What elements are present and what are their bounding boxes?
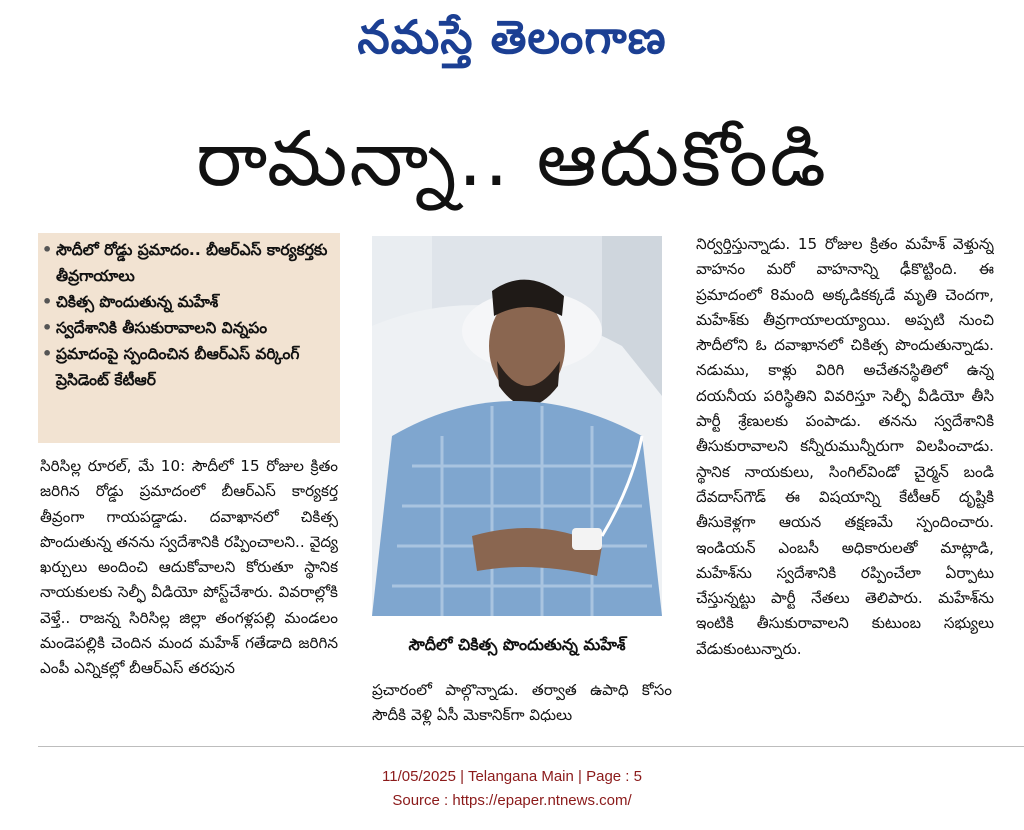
highlight-item xyxy=(42,315,334,341)
highlight-item xyxy=(42,289,334,315)
highlight-text: స్వదేశానికి తీసుకురావాలని విన్నపం xyxy=(56,319,268,337)
article-column-3: నిర్వర్తిస్తున్నాడు. 15 రోజుల క్రితం మహేశ్ వెళ్తున్న వాహనం మరో వాహనాన్ని ఢీకొట్టింది. ఈ ప్రమాదంలో 8మంది అక్కడికక్కడే మృతి చెందగా, మహేశ్‌కు తీవ్రగాయాలయ్యాయి. అప్పటి నుంచి సౌదీలోని ఓ దవాఖానలో చికిత్స పొందుతున్నాడు. నడుము, కాళ్లు విరిగి అచేతనస్థితిలో ఉన్న దయనీయ పరిస్థితిని వివరిస్తూ సెల్ఫీ వీడియో తీసి పార్టీ శ్రేణులకు పంపాడు. తనను స్వదేశానికి తీసుకురావాలని కన్నీరుమున్నీరుగా విలపించాడు. స్థానిక నాయకులు, సింగిల్‌విండో చైర్మన్ బండి దేవదాస్‌గౌడ్ ఈ విషయాన్ని కేటీఆర్ దృష్టికి తీసుకెళ్లగా ఆయన తక్షణమే స్పందించారు. ఇండియన్ ఎంబసీ అధికారులతో మాట్లాడి, మహేశ్‌ను స్వదేశానికి రప్పించేలా ఏర్పాటు చేస్తున్నట్టు పార్టీ నేతలు తెలిపారు. మహేశ్‌ను ఇంటికి తీసుకురావాలని కుటుంబ సభ్యులు వేడుకుంటున్నారు. xyxy=(696,235,994,658)
article-headline: రామన్నా.. ఆదుకోండి xyxy=(196,114,828,203)
highlight-item xyxy=(42,237,334,289)
footer-source: Source : https://epaper.ntnews.com/ xyxy=(392,792,632,809)
bullet-icon: • xyxy=(42,292,53,311)
newspaper-masthead: నమస్తే తెలంగాణ xyxy=(357,10,667,64)
footer-divider xyxy=(38,746,1024,747)
highlight-text: ప్రమాదంపై స్పందించిన బీఆర్ఎస్ వర్కింగ్ ప్రెసిడెంట్ కేటీఆర్ xyxy=(56,345,300,389)
bullet-icon: • xyxy=(42,344,53,363)
footer-date-page: 11/05/2025 | Telangana Main | Page : 5 xyxy=(382,768,642,785)
highlight-text: చికిత్స పొందుతున్న మహేశ్ xyxy=(56,293,219,311)
hospital-bed-illustration xyxy=(372,236,662,616)
photo-caption: సౌదీలో చికిత్స పొందుతున్న మహేశ్ xyxy=(408,634,626,654)
highlight-text: సౌదీలో రోడ్డు ప్రమాదం.. బీఆర్ఎస్ కార్యకర్తకు తీవ్రగాయాలు xyxy=(56,241,328,285)
bullet-icon: • xyxy=(42,240,53,259)
bullet-icon: • xyxy=(42,318,53,337)
article-column-1: సిరిసిల్ల రూరల్, మే 10: సౌదీలో 15 రోజుల క్రితం జరిగిన రోడ్డు ప్రమాదంలో బీఆర్ఎస్ కార్యకర్త తీవ్రంగా గాయపడ్డాడు. దవాఖానలో చికిత్స పొందుతున్న తనను స్వదేశానికి రప్పించాలని.. వైద్య ఖర్చులు అందించి ఆదుకోవాలని కోరుతూ స్థానిక నాయకులకు సెల్ఫీ వీడియో పోస్ట్‌చేశారు. వివరాల్లోకి వెళ్తే.. రాజన్న సిరిసిల్ల జిల్లా తంగళ్లపల్లి మండలం మండెపల్లికి చెందిన మంద మహేశ్ గతేడాది జరిగిన ఎంపీ ఎన్నికల్లో బీఆర్ఎస్ తరపున xyxy=(40,457,338,678)
patient-photo xyxy=(372,236,662,616)
highlight-item xyxy=(42,341,334,393)
article-column-2: ప్రచారంలో పాల్గొన్నాడు. తర్వాత ఉపాధి కోసం సౌదీకి వెళ్లి ఏసీ మెకానిక్‌గా విధులు xyxy=(372,681,672,725)
highlights-box xyxy=(38,233,340,443)
